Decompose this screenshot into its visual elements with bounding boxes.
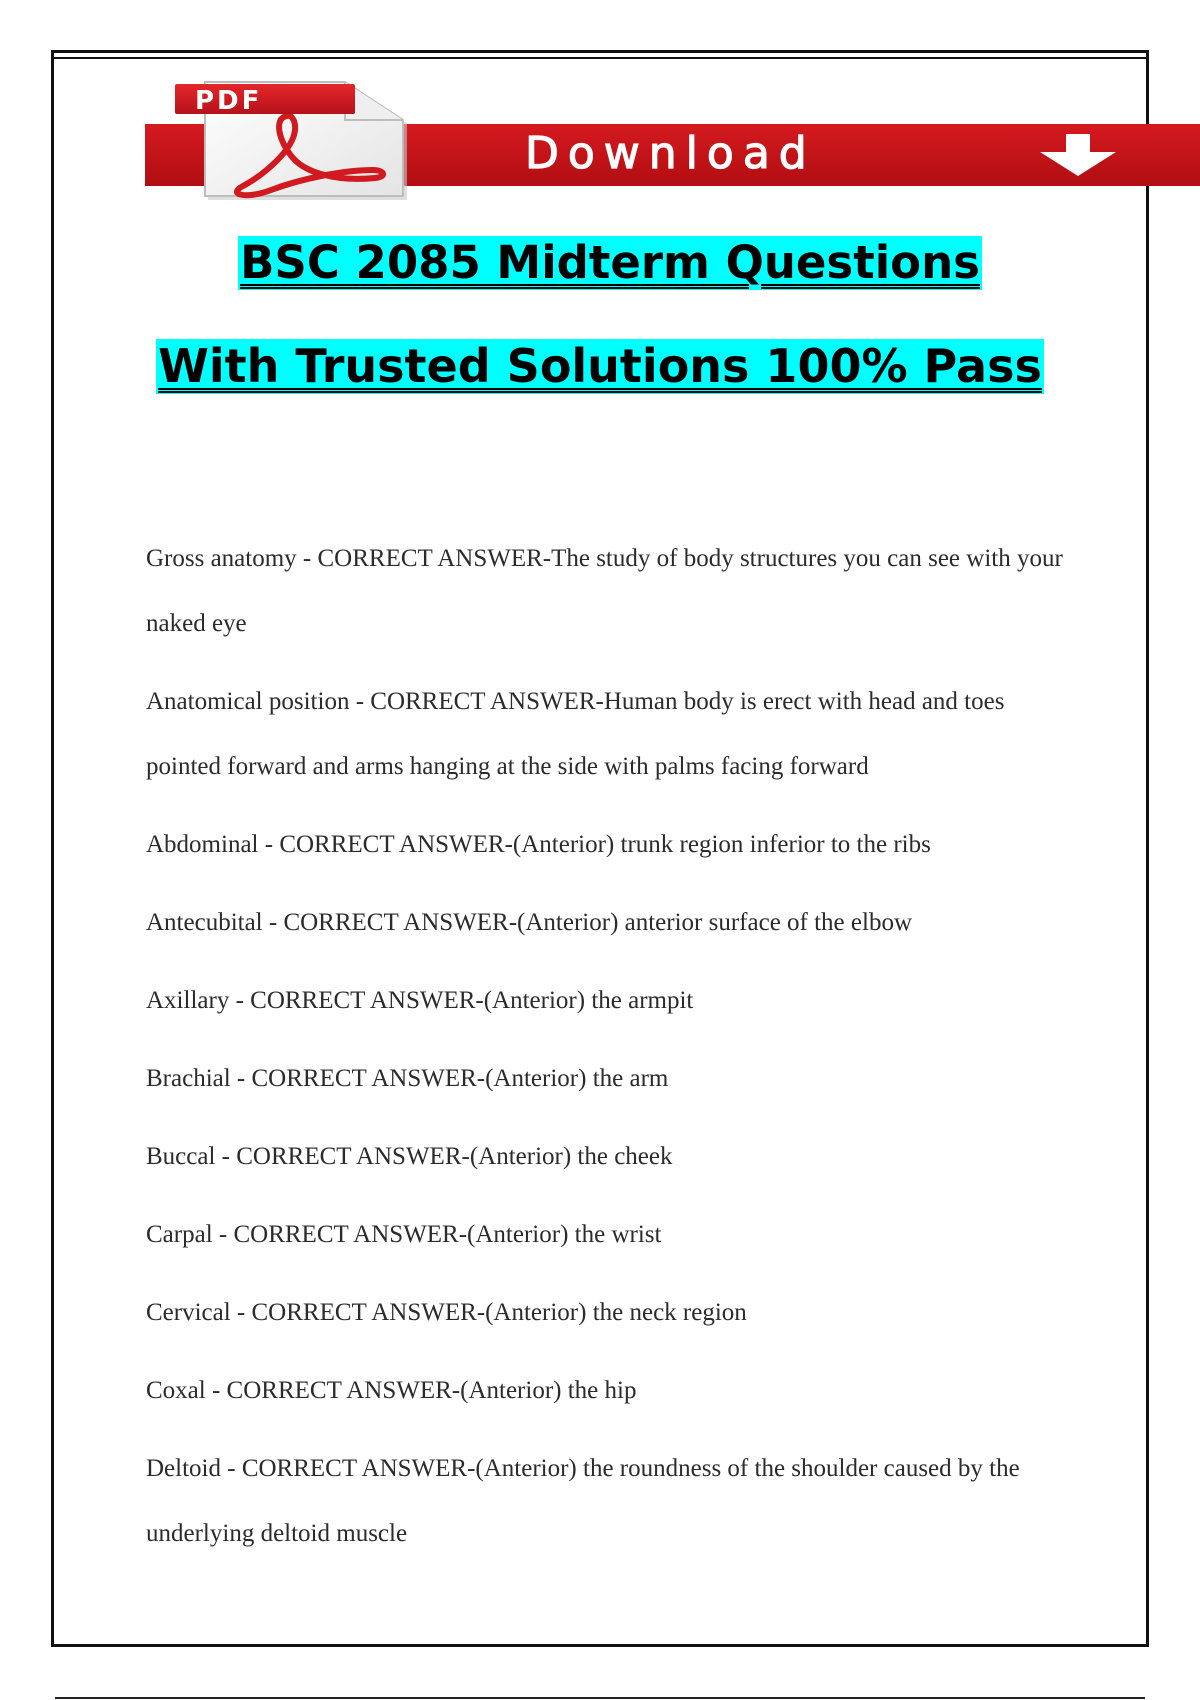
pdf-tag-label: PDF: [195, 86, 263, 116]
answer-list: [146, 526, 1076, 1579]
answer-entry: Gross anatomy - CORRECT ANSWER-The study of body structures you can see with your naked eye: [146, 545, 1063, 637]
pdf-tag: [175, 84, 355, 114]
answer-entry: Deltoid - CORRECT ANSWER-(Anterior) the roundness of the shoulder caused by the underlying deltoid muscle: [146, 1455, 1020, 1547]
download-label[interactable]: Download: [525, 128, 816, 179]
download-arrow-icon[interactable]: [1038, 134, 1118, 176]
answer-entry: Antecubital - CORRECT ANSWER-(Anterior) anterior surface of the elbow: [146, 909, 913, 936]
pdf-download-banner[interactable]: [145, 78, 1200, 200]
answer-entry: Buccal - CORRECT ANSWER-(Anterior) the cheek: [146, 1143, 673, 1170]
answer-entry: Coxal - CORRECT ANSWER-(Anterior) the hip: [146, 1377, 637, 1404]
title-line-1-text: BSC 2085 Midterm Questions: [240, 236, 980, 289]
title-line-2: [0, 339, 1200, 394]
bottom-rule: [55, 1697, 1145, 1699]
answer-entry: Anatomical position - CORRECT ANSWER-Human body is erect with head and toes pointed forward and arms hanging at the side with palms facing forward: [146, 688, 1005, 780]
pdf-document-icon: [175, 78, 407, 200]
frame-top-rule: [51, 57, 1149, 59]
answer-entry: Brachial - CORRECT ANSWER-(Anterior) the arm: [146, 1065, 669, 1092]
answer-entry: Axillary - CORRECT ANSWER-(Anterior) the armpit: [146, 987, 694, 1014]
answer-entry: Abdominal - CORRECT ANSWER-(Anterior) trunk region inferior to the ribs: [146, 831, 931, 858]
answer-entry: Cervical - CORRECT ANSWER-(Anterior) the neck region: [146, 1299, 747, 1326]
title-line-2-text: With Trusted Solutions 100% Pass: [158, 339, 1042, 393]
title-line-1: [0, 236, 1200, 290]
answer-entry: Carpal - CORRECT ANSWER-(Anterior) the wrist: [146, 1221, 662, 1248]
